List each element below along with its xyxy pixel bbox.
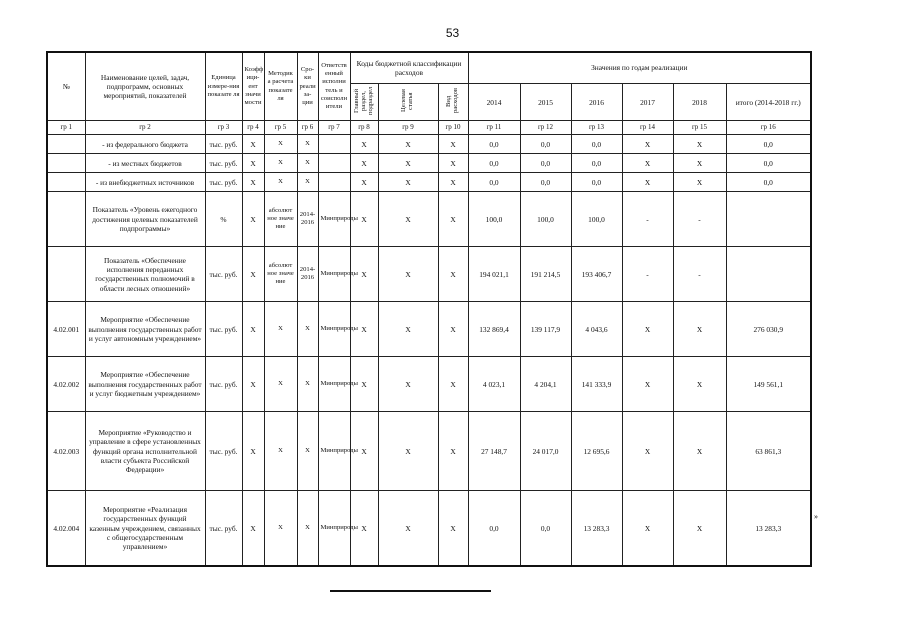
col-num: гр 11 — [468, 121, 520, 135]
row-expense-code: X — [438, 357, 468, 412]
row-number: 4.02.004 — [47, 491, 85, 567]
row-responsible: Минприроды — [318, 357, 350, 412]
row-section-code: X — [350, 173, 378, 192]
row-expense-code: X — [438, 154, 468, 173]
col-num: гр 10 — [438, 121, 468, 135]
row-term: X — [297, 412, 318, 491]
row-coef: X — [242, 173, 264, 192]
row-unit: тыс. руб. — [205, 302, 242, 357]
row-responsible: Минприроды — [318, 302, 350, 357]
row-method: X — [264, 491, 297, 567]
row-method: X — [264, 173, 297, 192]
row-responsible — [318, 154, 350, 173]
row-article-code: X — [378, 247, 438, 302]
table-row — [47, 302, 811, 357]
row-value-2016: 0,0 — [571, 135, 622, 154]
row-section-code: X — [350, 491, 378, 567]
col-num: гр 2 — [85, 121, 205, 135]
row-section-code: X — [350, 302, 378, 357]
row-method: X — [264, 412, 297, 491]
row-value-2017: X — [622, 173, 673, 192]
bottom-rule — [330, 590, 491, 592]
row-total: 0,0 — [726, 173, 811, 192]
row-value-2018: X — [673, 357, 726, 412]
row-value-2017: X — [622, 154, 673, 173]
row-coef: X — [242, 154, 264, 173]
row-coef: X — [242, 247, 264, 302]
header-year-2016: 2016 — [571, 84, 622, 121]
row-unit: тыс. руб. — [205, 247, 242, 302]
row-value-2014: 0,0 — [468, 135, 520, 154]
row-value-2018: X — [673, 491, 726, 567]
row-coef: X — [242, 491, 264, 567]
row-name: Мероприятие «Обеспечение выполнения государственных работ и услуг автономным учреждением» — [85, 302, 205, 357]
row-method: X — [264, 357, 297, 412]
row-name: Показатель «Уровень ежегодного достижения целевых показателей подпрограммы» — [85, 192, 205, 247]
row-number — [47, 192, 85, 247]
col-num: гр 12 — [520, 121, 571, 135]
row-number: 4.02.001 — [47, 302, 85, 357]
header-name: Наименование целей, задач, подпрограмм, основных мероприятий, показателей — [85, 52, 205, 121]
row-value-2017: X — [622, 412, 673, 491]
row-name: Мероприятие «Руководство и управление в сфере установленных функций органа исполнительной власти субъекта Российской Федерации» — [85, 412, 205, 491]
row-value-2016: 193 406,7 — [571, 247, 622, 302]
table-row — [47, 491, 811, 567]
column-numbers-row — [47, 121, 811, 135]
row-value-2015: 191 214,5 — [520, 247, 571, 302]
row-value-2018: X — [673, 173, 726, 192]
col-num: гр 5 — [264, 121, 297, 135]
row-article-code: X — [378, 154, 438, 173]
col-num: гр 7 — [318, 121, 350, 135]
row-article-code: X — [378, 173, 438, 192]
row-term: X — [297, 135, 318, 154]
row-total: 149 561,1 — [726, 357, 811, 412]
row-responsible: Минприроды — [318, 192, 350, 247]
row-value-2016: 100,0 — [571, 192, 622, 247]
row-value-2015: 0,0 — [520, 154, 571, 173]
row-total — [726, 192, 811, 247]
col-num: гр 1 — [47, 121, 85, 135]
row-value-2014: 0,0 — [468, 491, 520, 567]
row-responsible: Минприроды — [318, 412, 350, 491]
col-num: гр 6 — [297, 121, 318, 135]
row-method: X — [264, 302, 297, 357]
row-number — [47, 247, 85, 302]
header-row-1 — [47, 52, 811, 84]
row-name: Показатель «Обеспечение исполнения переданных государственных полномочий в области лесных отношений» — [85, 247, 205, 302]
row-name: Мероприятие «Реализация государственных функций казенным учреждением, связанных с общегосударственным управлением» — [85, 491, 205, 567]
row-method: X — [264, 135, 297, 154]
row-article-code: X — [378, 302, 438, 357]
row-coef: X — [242, 192, 264, 247]
header-budget-codes: Коды бюджетной классификации расходов — [350, 52, 468, 84]
row-expense-code: X — [438, 173, 468, 192]
header-responsible: Ответств енный исполни тель и соисполн ители — [318, 52, 350, 121]
row-total: 13 283,3 — [726, 491, 811, 567]
table-row — [47, 173, 811, 192]
header-section-label: Главный раздел, подраздел — [352, 86, 374, 116]
row-term: X — [297, 302, 318, 357]
header-year-2015: 2015 — [520, 84, 571, 121]
row-value-2015: 0,0 — [520, 173, 571, 192]
row-number: 4.02.002 — [47, 357, 85, 412]
row-value-2017: X — [622, 135, 673, 154]
header-method: Методик а расчета показате ля — [264, 52, 297, 121]
row-coef: X — [242, 135, 264, 154]
row-number — [47, 135, 85, 154]
row-value-2018: - — [673, 192, 726, 247]
row-expense-code: X — [438, 412, 468, 491]
row-value-2015: 139 117,9 — [520, 302, 571, 357]
row-method: абсолют ное значе ние — [264, 192, 297, 247]
header-year-2018: 2018 — [673, 84, 726, 121]
table-row — [47, 412, 811, 491]
row-expense-code: X — [438, 302, 468, 357]
header-article — [378, 84, 438, 121]
row-value-2014: 0,0 — [468, 173, 520, 192]
row-article-code: X — [378, 491, 438, 567]
row-total — [726, 247, 811, 302]
table-row — [47, 192, 811, 247]
table-row — [47, 247, 811, 302]
row-value-2018: X — [673, 412, 726, 491]
row-responsible — [318, 135, 350, 154]
row-value-2018: X — [673, 154, 726, 173]
row-expense-code: X — [438, 491, 468, 567]
row-article-code: X — [378, 135, 438, 154]
row-section-code: X — [350, 357, 378, 412]
row-total: 276 030,9 — [726, 302, 811, 357]
header-expense-type — [438, 84, 468, 121]
program-indicators-table — [46, 51, 812, 567]
row-expense-code: X — [438, 247, 468, 302]
row-unit: тыс. руб. — [205, 135, 242, 154]
col-num: гр 15 — [673, 121, 726, 135]
row-responsible — [318, 173, 350, 192]
row-term: 2014-2016 — [297, 192, 318, 247]
row-article-code: X — [378, 412, 438, 491]
row-name: - из местных бюджетов — [85, 154, 205, 173]
row-total: 0,0 — [726, 154, 811, 173]
header-unit: Единица измере-ния показате ля — [205, 52, 242, 121]
row-term: X — [297, 154, 318, 173]
header-expense-type-label: Вид расходов — [445, 88, 459, 114]
row-responsible: Минприроды — [318, 491, 350, 567]
row-value-2015: 0,0 — [520, 491, 571, 567]
header-article-label: Целевая статья — [400, 89, 414, 113]
row-unit: тыс. руб. — [205, 173, 242, 192]
row-section-code: X — [350, 192, 378, 247]
row-unit: тыс. руб. — [205, 412, 242, 491]
row-term: X — [297, 357, 318, 412]
row-name: - из федерального бюджета — [85, 135, 205, 154]
row-unit: тыс. руб. — [205, 357, 242, 412]
row-value-2014: 27 148,7 — [468, 412, 520, 491]
row-value-2018: X — [673, 302, 726, 357]
row-value-2014: 100,0 — [468, 192, 520, 247]
header-no: № — [47, 52, 85, 121]
row-term: X — [297, 491, 318, 567]
header-year-2017: 2017 — [622, 84, 673, 121]
row-expense-code: X — [438, 192, 468, 247]
table-row — [47, 357, 811, 412]
row-value-2016: 12 695,6 — [571, 412, 622, 491]
row-unit: тыс. руб. — [205, 154, 242, 173]
header-section — [350, 84, 378, 121]
row-value-2014: 132 869,4 — [468, 302, 520, 357]
row-section-code: X — [350, 247, 378, 302]
col-num: гр 8 — [350, 121, 378, 135]
col-num: гр 9 — [378, 121, 438, 135]
row-value-2018: - — [673, 247, 726, 302]
row-value-2017: X — [622, 357, 673, 412]
row-coef: X — [242, 302, 264, 357]
row-number: 4.02.003 — [47, 412, 85, 491]
row-value-2017: - — [622, 247, 673, 302]
row-section-code: X — [350, 135, 378, 154]
row-number — [47, 173, 85, 192]
row-value-2014: 0,0 — [468, 154, 520, 173]
header-coef: Коэфф ици-ент значи мости — [242, 52, 264, 121]
row-value-2014: 194 021,1 — [468, 247, 520, 302]
row-term: X — [297, 173, 318, 192]
row-value-2015: 4 204,1 — [520, 357, 571, 412]
row-article-code: X — [378, 192, 438, 247]
row-value-2016: 4 043,6 — [571, 302, 622, 357]
row-coef: X — [242, 412, 264, 491]
page-number: 53 — [445, 26, 460, 40]
table-row — [47, 135, 811, 154]
row-value-2015: 24 017,0 — [520, 412, 571, 491]
row-expense-code: X — [438, 135, 468, 154]
header-values-by-year: Значения по годам реализации — [468, 52, 811, 84]
row-section-code: X — [350, 154, 378, 173]
row-section-code: X — [350, 412, 378, 491]
row-term: 2014-2016 — [297, 247, 318, 302]
header-year-2014: 2014 — [468, 84, 520, 121]
row-value-2016: 0,0 — [571, 154, 622, 173]
col-num: гр 16 — [726, 121, 811, 135]
row-value-2017: X — [622, 491, 673, 567]
header-term: Сро-ки реали за-ции — [297, 52, 318, 121]
row-value-2018: X — [673, 135, 726, 154]
row-value-2016: 0,0 — [571, 173, 622, 192]
row-total: 0,0 — [726, 135, 811, 154]
row-value-2015: 0,0 — [520, 135, 571, 154]
row-value-2016: 141 333,9 — [571, 357, 622, 412]
row-total: 63 861,3 — [726, 412, 811, 491]
row-method: абсолют ное значе ние — [264, 247, 297, 302]
row-unit: тыс. руб. — [205, 491, 242, 567]
row-value-2015: 100,0 — [520, 192, 571, 247]
col-num: гр 4 — [242, 121, 264, 135]
row-article-code: X — [378, 357, 438, 412]
row-value-2014: 4 023,1 — [468, 357, 520, 412]
row-name: - из внебюджетных источников — [85, 173, 205, 192]
col-num: гр 13 — [571, 121, 622, 135]
row-method: X — [264, 154, 297, 173]
closing-quote-mark: » — [814, 512, 818, 521]
row-responsible: Минприроды — [318, 247, 350, 302]
row-unit: % — [205, 192, 242, 247]
table-row — [47, 154, 811, 173]
row-name: Мероприятие «Обеспечение выполнения государственных работ и услуг бюджетным учреждением» — [85, 357, 205, 412]
row-value-2017: - — [622, 192, 673, 247]
col-num: гр 14 — [622, 121, 673, 135]
row-coef: X — [242, 357, 264, 412]
row-number — [47, 154, 85, 173]
row-value-2016: 13 283,3 — [571, 491, 622, 567]
col-num: гр 3 — [205, 121, 242, 135]
row-value-2017: X — [622, 302, 673, 357]
header-total: итого (2014-2018 гг.) — [726, 84, 811, 121]
